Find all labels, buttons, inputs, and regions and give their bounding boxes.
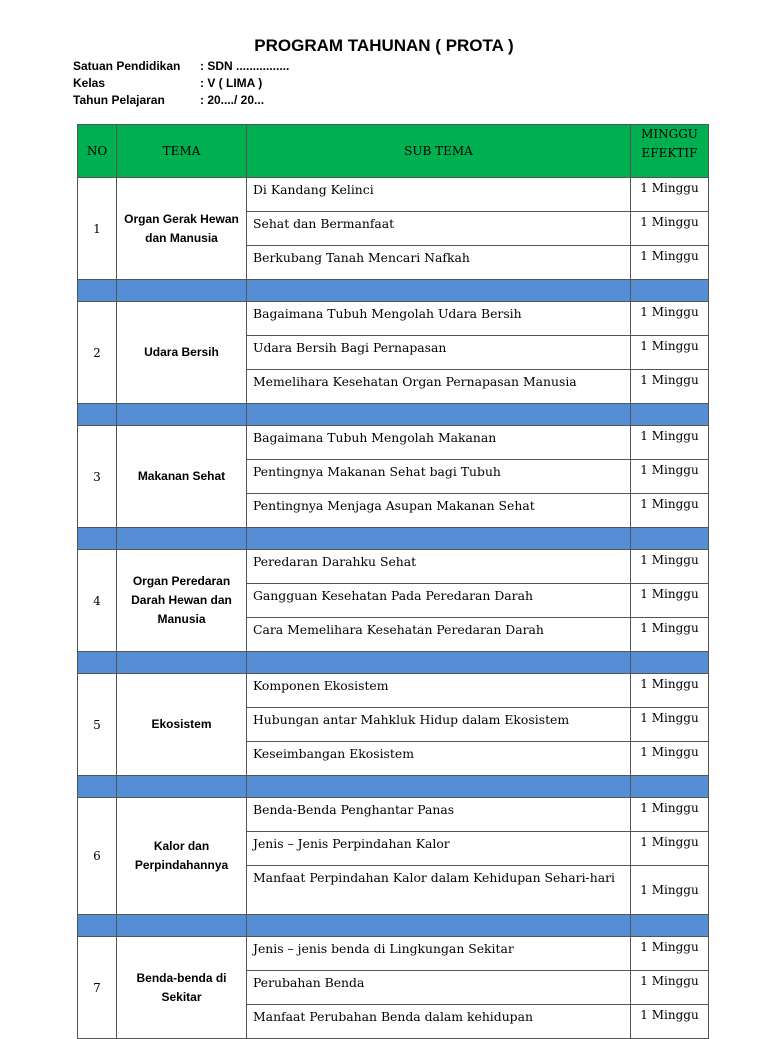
separator-cell [117,280,247,302]
meta-value: : SDN ................ [200,59,290,73]
separator-cell [117,528,247,550]
subtheme-name: Benda-Benda Penghantar Panas [247,798,631,832]
meta-row-satuan [73,58,289,75]
table-header-row [78,125,709,178]
header-subtema: SUB TEMA [247,125,631,178]
subtheme-name: Peredaran Darahku Sehat [247,550,631,584]
separator-cell [117,404,247,426]
prota-table [77,124,709,1039]
effective-weeks: 1 Minggu [631,674,709,708]
meta-row-kelas [73,75,289,92]
separator-cell [117,915,247,937]
separator-cell [247,776,631,798]
meta-value: : 20..../ 20... [200,93,265,107]
subtheme-name: Berkubang Tanah Mencari Nafkah [247,246,631,280]
separator-row [78,652,709,674]
separator-row [78,776,709,798]
subtheme-name: Bagaimana Tubuh Mengolah Makanan [247,426,631,460]
meta-label: Tahun Pelajaran [73,93,165,107]
separator-cell [117,776,247,798]
page-title: PROGRAM TAHUNAN ( PROTA ) [254,36,514,55]
effective-weeks: 1 Minggu [631,1005,709,1039]
separator-row [78,404,709,426]
separator-cell [78,280,117,302]
separator-cell [78,652,117,674]
effective-weeks: 1 Minggu [631,937,709,971]
subtheme-name: Komponen Ekosistem [247,674,631,708]
effective-weeks: 1 Minggu [631,426,709,460]
effective-weeks: 1 Minggu [631,742,709,776]
header-tema: TEMA [117,125,247,178]
separator-row [78,915,709,937]
separator-cell [117,652,247,674]
theme-number: 1 [78,178,117,280]
header-efektif: EFEKTIF [641,146,698,160]
theme-name: Udara Bersih [117,302,247,404]
meta-label: Kelas [73,76,106,90]
separator-cell [631,915,709,937]
table-row [78,798,709,832]
theme-name: Organ Peredaran Darah Hewan dan Manusia [117,550,247,652]
table-row [78,178,709,212]
table-row [78,550,709,584]
separator-cell [247,404,631,426]
table-row [78,937,709,971]
theme-name: Makanan Sehat [117,426,247,528]
separator-cell [631,528,709,550]
table-body [78,178,709,1039]
document-meta [73,58,289,109]
header-minggu-efektif [631,125,709,178]
meta-label: Satuan Pendidikan [73,59,181,73]
subtheme-name: Manfaat Perubahan Benda dalam kehidupan [247,1005,631,1039]
separator-cell [78,915,117,937]
separator-cell [247,528,631,550]
table-row [78,426,709,460]
separator-cell [631,776,709,798]
effective-weeks: 1 Minggu [631,832,709,866]
separator-row [78,280,709,302]
effective-weeks: 1 Minggu [631,584,709,618]
separator-cell [247,652,631,674]
separator-cell [78,776,117,798]
subtheme-name: Di Kandang Kelinci [247,178,631,212]
subtheme-name: Cara Memelihara Kesehatan Peredaran Darah [247,618,631,652]
theme-name: Kalor dan Perpindahannya [117,798,247,915]
separator-cell [78,404,117,426]
header-no: NO [78,125,117,178]
theme-number: 3 [78,426,117,528]
effective-weeks: 1 Minggu [631,302,709,336]
subtheme-name: Manfaat Perpindahan Kalor dalam Kehidupan Sehari-hari [247,866,631,915]
effective-weeks: 1 Minggu [631,212,709,246]
subtheme-name: Jenis – Jenis Perpindahan Kalor [247,832,631,866]
effective-weeks: 1 Minggu [631,618,709,652]
effective-weeks: 1 Minggu [631,550,709,584]
effective-weeks: 1 Minggu [631,370,709,404]
subtheme-name: Pentingnya Menjaga Asupan Makanan Sehat [247,494,631,528]
effective-weeks: 1 Minggu [631,971,709,1005]
subtheme-name: Sehat dan Bermanfaat [247,212,631,246]
subtheme-name: Udara Bersih Bagi Pernapasan [247,336,631,370]
separator-row [78,528,709,550]
theme-number: 5 [78,674,117,776]
theme-name: Ekosistem [117,674,247,776]
effective-weeks: 1 Minggu [631,246,709,280]
separator-cell [631,404,709,426]
table-row [78,302,709,336]
effective-weeks: 1 Minggu [631,178,709,212]
separator-cell [247,915,631,937]
theme-number: 2 [78,302,117,404]
effective-weeks: 1 Minggu [631,708,709,742]
subtheme-name: Hubungan antar Mahkluk Hidup dalam Ekosistem [247,708,631,742]
subtheme-name: Perubahan Benda [247,971,631,1005]
theme-number: 6 [78,798,117,915]
meta-value: : V ( LIMA ) [200,76,263,90]
subtheme-name: Pentingnya Makanan Sehat bagi Tubuh [247,460,631,494]
separator-cell [631,652,709,674]
separator-cell [78,528,117,550]
separator-cell [631,280,709,302]
effective-weeks: 1 Minggu [631,460,709,494]
theme-name: Organ Gerak Hewan dan Manusia [117,178,247,280]
effective-weeks: 1 Minggu [631,866,709,915]
effective-weeks: 1 Minggu [631,798,709,832]
header-minggu: MINGGU [641,127,698,141]
meta-row-tahun [73,92,289,109]
separator-cell [247,280,631,302]
effective-weeks: 1 Minggu [631,336,709,370]
subtheme-name: Memelihara Kesehatan Organ Pernapasan Manusia [247,370,631,404]
theme-name: Benda-benda di Sekitar [117,937,247,1039]
table-row [78,674,709,708]
theme-number: 4 [78,550,117,652]
theme-number: 7 [78,937,117,1039]
subtheme-name: Bagaimana Tubuh Mengolah Udara Bersih [247,302,631,336]
effective-weeks: 1 Minggu [631,494,709,528]
subtheme-name: Jenis – jenis benda di Lingkungan Sekitar [247,937,631,971]
subtheme-name: Keseimbangan Ekosistem [247,742,631,776]
subtheme-name: Gangguan Kesehatan Pada Peredaran Darah [247,584,631,618]
